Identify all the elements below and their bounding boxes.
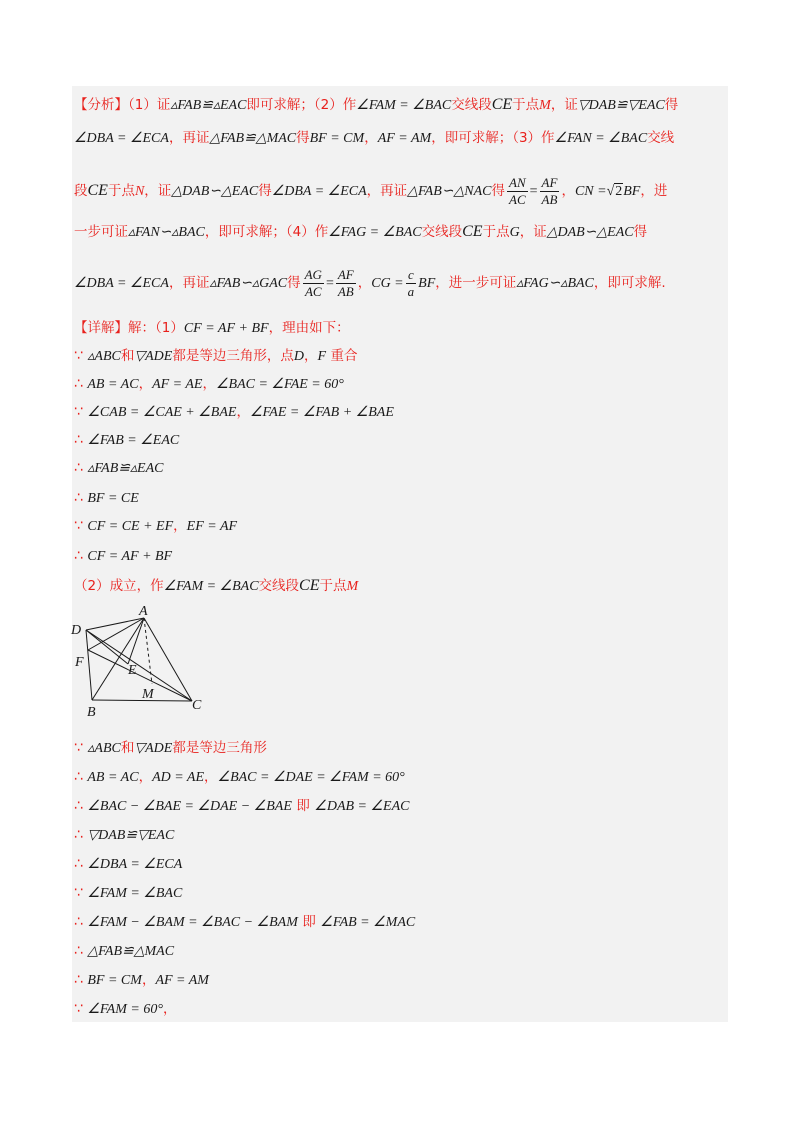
fraction-denominator: AC bbox=[304, 283, 322, 299]
formula: ∠FAM = 60° bbox=[87, 1002, 163, 1017]
formula: CE bbox=[299, 577, 320, 594]
formula: BF = CM bbox=[87, 973, 142, 988]
formula: △FAB≌△MAC bbox=[87, 944, 175, 959]
text: 交线段 bbox=[258, 578, 300, 594]
formula: △DAB∽△EAC bbox=[171, 184, 259, 199]
proof-step bbox=[74, 546, 172, 567]
formula: CE bbox=[491, 96, 513, 113]
formula: AF = AM bbox=[155, 973, 209, 988]
text: ， bbox=[561, 183, 575, 199]
text: ， bbox=[141, 972, 156, 988]
formula: ∠FAB = ∠EAC bbox=[87, 433, 180, 448]
formula: BF bbox=[418, 276, 436, 291]
fraction-numerator: AN bbox=[509, 174, 526, 190]
proof-step bbox=[74, 854, 182, 875]
fraction-denominator: AB bbox=[541, 191, 558, 207]
radical-sign: √ bbox=[606, 184, 615, 199]
text: 都是等边三角形 bbox=[172, 740, 267, 756]
fraction-denominator: AC bbox=[509, 191, 526, 207]
because-symbol: ∵ bbox=[74, 885, 83, 901]
segment-AB bbox=[92, 618, 144, 700]
formula: ∠FAM = ∠BAC bbox=[163, 579, 259, 594]
proof-step bbox=[74, 488, 139, 509]
text: ，证 bbox=[519, 224, 547, 240]
label-A: A bbox=[139, 604, 148, 619]
text: ，进一步可证 bbox=[435, 275, 517, 291]
fraction bbox=[406, 267, 417, 300]
formula: ∠DBA = ∠ECA bbox=[271, 184, 367, 199]
therefore-symbol: ∴ bbox=[74, 943, 83, 959]
text: 和 bbox=[120, 740, 135, 756]
formula: ▽ADE bbox=[134, 741, 173, 756]
equals: = bbox=[325, 276, 334, 291]
text: ，再证 bbox=[366, 183, 408, 199]
text: ，再证 bbox=[168, 130, 210, 146]
detail-label: 【详解】解：（1） bbox=[74, 320, 184, 336]
formula: BF bbox=[623, 184, 641, 199]
formula: AD = AE bbox=[152, 770, 205, 785]
formula: ▵FAG∽▵BAC bbox=[516, 276, 594, 291]
formula: ▵FAN∽▵BAC bbox=[128, 225, 205, 240]
fraction-numerator: AF bbox=[541, 174, 558, 190]
fraction bbox=[540, 175, 560, 208]
formula: CF = CE + EF bbox=[87, 519, 174, 534]
formula: M bbox=[346, 579, 359, 594]
fraction-numerator: AF bbox=[337, 266, 354, 282]
proof-step bbox=[74, 912, 415, 933]
text: 即可求解；（2）作 bbox=[246, 97, 357, 113]
fraction-denominator: AB bbox=[337, 283, 354, 299]
text: ，即可求解. bbox=[593, 275, 666, 291]
formula: D bbox=[293, 349, 304, 364]
text: ， bbox=[303, 348, 318, 364]
text: 得 bbox=[491, 183, 506, 199]
formula: ▽DAB≌▽EAC bbox=[87, 828, 175, 843]
text: 得 bbox=[258, 183, 272, 199]
therefore-symbol: ∴ bbox=[74, 548, 83, 564]
radicand: 2 bbox=[615, 184, 623, 199]
therefore-symbol: ∴ bbox=[74, 914, 83, 930]
formula: ∠DBA = ∠ECA bbox=[74, 276, 169, 291]
text: ，证 bbox=[550, 97, 578, 113]
formula: ▵FAB≌▵EAC bbox=[170, 98, 247, 113]
analysis-label: 【分析】（1）证 bbox=[74, 97, 171, 113]
formula: CN = bbox=[574, 184, 607, 199]
segment-AE bbox=[128, 618, 144, 664]
proof-step bbox=[74, 941, 174, 962]
formula: ∠DBA = ∠ECA bbox=[87, 857, 183, 872]
proof-step bbox=[74, 883, 182, 904]
formula: AF = AM bbox=[377, 131, 432, 146]
formula: CE bbox=[462, 223, 483, 240]
formula: ∠FAB = ∠MAC bbox=[320, 915, 416, 930]
text: 得 bbox=[296, 130, 310, 146]
proof-step bbox=[74, 796, 410, 817]
formula: EF = AF bbox=[186, 519, 238, 534]
text: ，证 bbox=[144, 183, 172, 199]
formula: ▽DAB≌▽EAC bbox=[577, 98, 665, 113]
therefore-symbol: ∴ bbox=[74, 972, 83, 988]
formula: ∠DAB = ∠EAC bbox=[314, 799, 410, 814]
formula: △DAB∽△EAC bbox=[546, 225, 634, 240]
formula: ∠FAE = ∠FAB + ∠BAE bbox=[249, 405, 394, 420]
text: ，再证 bbox=[168, 275, 210, 291]
formula: ▵FAB≌▵EAC bbox=[87, 461, 164, 476]
analysis-line-2 bbox=[74, 128, 674, 149]
text: 即 bbox=[296, 798, 310, 814]
proof-step bbox=[74, 430, 179, 451]
formula: CE bbox=[87, 182, 108, 199]
label-B: B bbox=[87, 705, 96, 720]
text: 于点 bbox=[482, 224, 510, 240]
formula: ∠BAC − ∠BAE = ∠DAE − ∠BAE bbox=[87, 799, 292, 814]
therefore-symbol: ∴ bbox=[74, 376, 83, 392]
proof-step bbox=[74, 738, 267, 759]
proof-step bbox=[74, 402, 394, 423]
text: 得 bbox=[287, 275, 301, 291]
text: 即 bbox=[302, 914, 316, 930]
text: （2）成立，作 bbox=[74, 578, 164, 594]
formula: AB = AC bbox=[87, 377, 139, 392]
formula: M bbox=[539, 98, 551, 113]
proof-step bbox=[74, 767, 405, 788]
analysis-line-4 bbox=[74, 222, 647, 243]
formula: CF = AF + BF bbox=[183, 321, 269, 336]
fraction-numerator: AG bbox=[304, 266, 322, 282]
because-symbol: ∵ bbox=[74, 348, 83, 364]
text: ， bbox=[162, 1001, 177, 1017]
formula: G bbox=[509, 225, 520, 240]
fraction bbox=[303, 267, 324, 300]
text: ， bbox=[204, 769, 218, 785]
text: ， bbox=[236, 404, 250, 420]
proof-step bbox=[74, 458, 163, 479]
text: 都是等边三角形，点 bbox=[172, 348, 294, 364]
formula: N bbox=[134, 184, 145, 199]
analysis-line-3 bbox=[74, 174, 667, 209]
formula: ∠FAG = ∠BAC bbox=[328, 225, 422, 240]
text: ， bbox=[173, 518, 187, 534]
analysis-line-1 bbox=[74, 95, 678, 116]
text: 于点 bbox=[107, 183, 135, 199]
formula: ∠FAN = ∠BAC bbox=[554, 131, 648, 146]
formula: ∠DBA = ∠ECA bbox=[74, 131, 169, 146]
text: ， bbox=[357, 275, 372, 291]
segment-AD bbox=[86, 618, 144, 630]
fraction bbox=[336, 267, 356, 300]
formula: AB = AC bbox=[87, 770, 139, 785]
text: 重合 bbox=[330, 348, 358, 364]
formula: ▵ABC bbox=[87, 741, 121, 756]
text: ，进 bbox=[640, 183, 668, 199]
text: 于点 bbox=[512, 97, 540, 113]
therefore-symbol: ∴ bbox=[74, 490, 83, 506]
therefore-symbol: ∴ bbox=[74, 827, 83, 843]
formula: BF = CE bbox=[87, 491, 139, 506]
because-symbol: ∵ bbox=[74, 518, 83, 534]
text: ，即可求解；（4）作 bbox=[204, 224, 329, 240]
segment-FC bbox=[88, 650, 192, 701]
formula: CG = bbox=[371, 276, 404, 291]
part-2-heading bbox=[74, 576, 358, 597]
because-symbol: ∵ bbox=[74, 1001, 83, 1017]
formula: △FAB≌△MAC bbox=[209, 131, 297, 146]
square-root bbox=[607, 175, 624, 209]
geometry-figure bbox=[70, 602, 210, 720]
formula: ▵FAB∽▵GAC bbox=[209, 276, 288, 291]
formula: ∠BAC = ∠DAE = ∠FAM = 60° bbox=[217, 770, 405, 785]
because-symbol: ∵ bbox=[74, 404, 83, 420]
fraction-numerator: c bbox=[406, 267, 417, 284]
segment-FA bbox=[88, 618, 144, 650]
proof-step bbox=[74, 970, 209, 991]
label-F: F bbox=[75, 655, 84, 670]
analysis-line-5 bbox=[74, 266, 666, 301]
text: ， bbox=[364, 130, 378, 146]
formula: ∠FAM = ∠BAC bbox=[87, 886, 183, 901]
formula: ∠FAM − ∠BAM = ∠BAC − ∠BAM bbox=[87, 915, 298, 930]
therefore-symbol: ∴ bbox=[74, 432, 83, 448]
formula: ∠BAC = ∠FAE = 60° bbox=[215, 377, 344, 392]
formula: ▵ABC bbox=[87, 349, 121, 364]
formula: CF = AF + BF bbox=[87, 549, 173, 564]
proof-step bbox=[74, 999, 176, 1020]
text: ，即可求解；（3）作 bbox=[431, 130, 555, 146]
label-M: M bbox=[142, 687, 154, 702]
text: 于点 bbox=[319, 578, 347, 594]
proof-step bbox=[74, 516, 237, 537]
fraction bbox=[507, 175, 528, 208]
label-C: C bbox=[192, 698, 202, 713]
label-E: E bbox=[128, 663, 137, 678]
equals: = bbox=[529, 184, 538, 199]
text: 段 bbox=[74, 183, 88, 199]
formula: ▽ADE bbox=[134, 349, 173, 364]
text: 得 bbox=[664, 97, 679, 113]
text: ， bbox=[138, 769, 153, 785]
therefore-symbol: ∴ bbox=[74, 856, 83, 872]
formula: ∠CAB = ∠CAE + ∠BAE bbox=[87, 405, 237, 420]
proof-step bbox=[74, 346, 357, 367]
text: ， bbox=[138, 376, 153, 392]
proof-step bbox=[74, 374, 344, 395]
detail-title bbox=[74, 318, 350, 339]
label-D: D bbox=[71, 623, 82, 638]
segment-DC bbox=[86, 630, 192, 701]
text: 交线段 bbox=[421, 224, 463, 240]
segment-AM-dashed bbox=[144, 618, 152, 684]
fraction-denominator: a bbox=[407, 283, 415, 299]
segment-DB bbox=[86, 630, 92, 700]
therefore-symbol: ∴ bbox=[74, 769, 83, 785]
therefore-symbol: ∴ bbox=[74, 460, 83, 476]
formula: AF = AE bbox=[152, 377, 203, 392]
proof-step bbox=[74, 825, 174, 846]
text: 一步可证 bbox=[74, 224, 128, 240]
therefore-symbol: ∴ bbox=[74, 798, 83, 814]
because-symbol: ∵ bbox=[74, 740, 83, 756]
text: ， bbox=[202, 376, 216, 392]
formula: ∠FAM = ∠BAC bbox=[356, 98, 452, 113]
text: 交线 bbox=[647, 130, 675, 146]
formula: BF = CM bbox=[309, 131, 365, 146]
text: ，理由如下： bbox=[268, 320, 350, 336]
text: 和 bbox=[120, 348, 135, 364]
formula: △FAB∽△NAC bbox=[407, 184, 492, 199]
text: 得 bbox=[633, 224, 648, 240]
text: 交线段 bbox=[451, 97, 492, 113]
formula: F bbox=[317, 349, 327, 364]
